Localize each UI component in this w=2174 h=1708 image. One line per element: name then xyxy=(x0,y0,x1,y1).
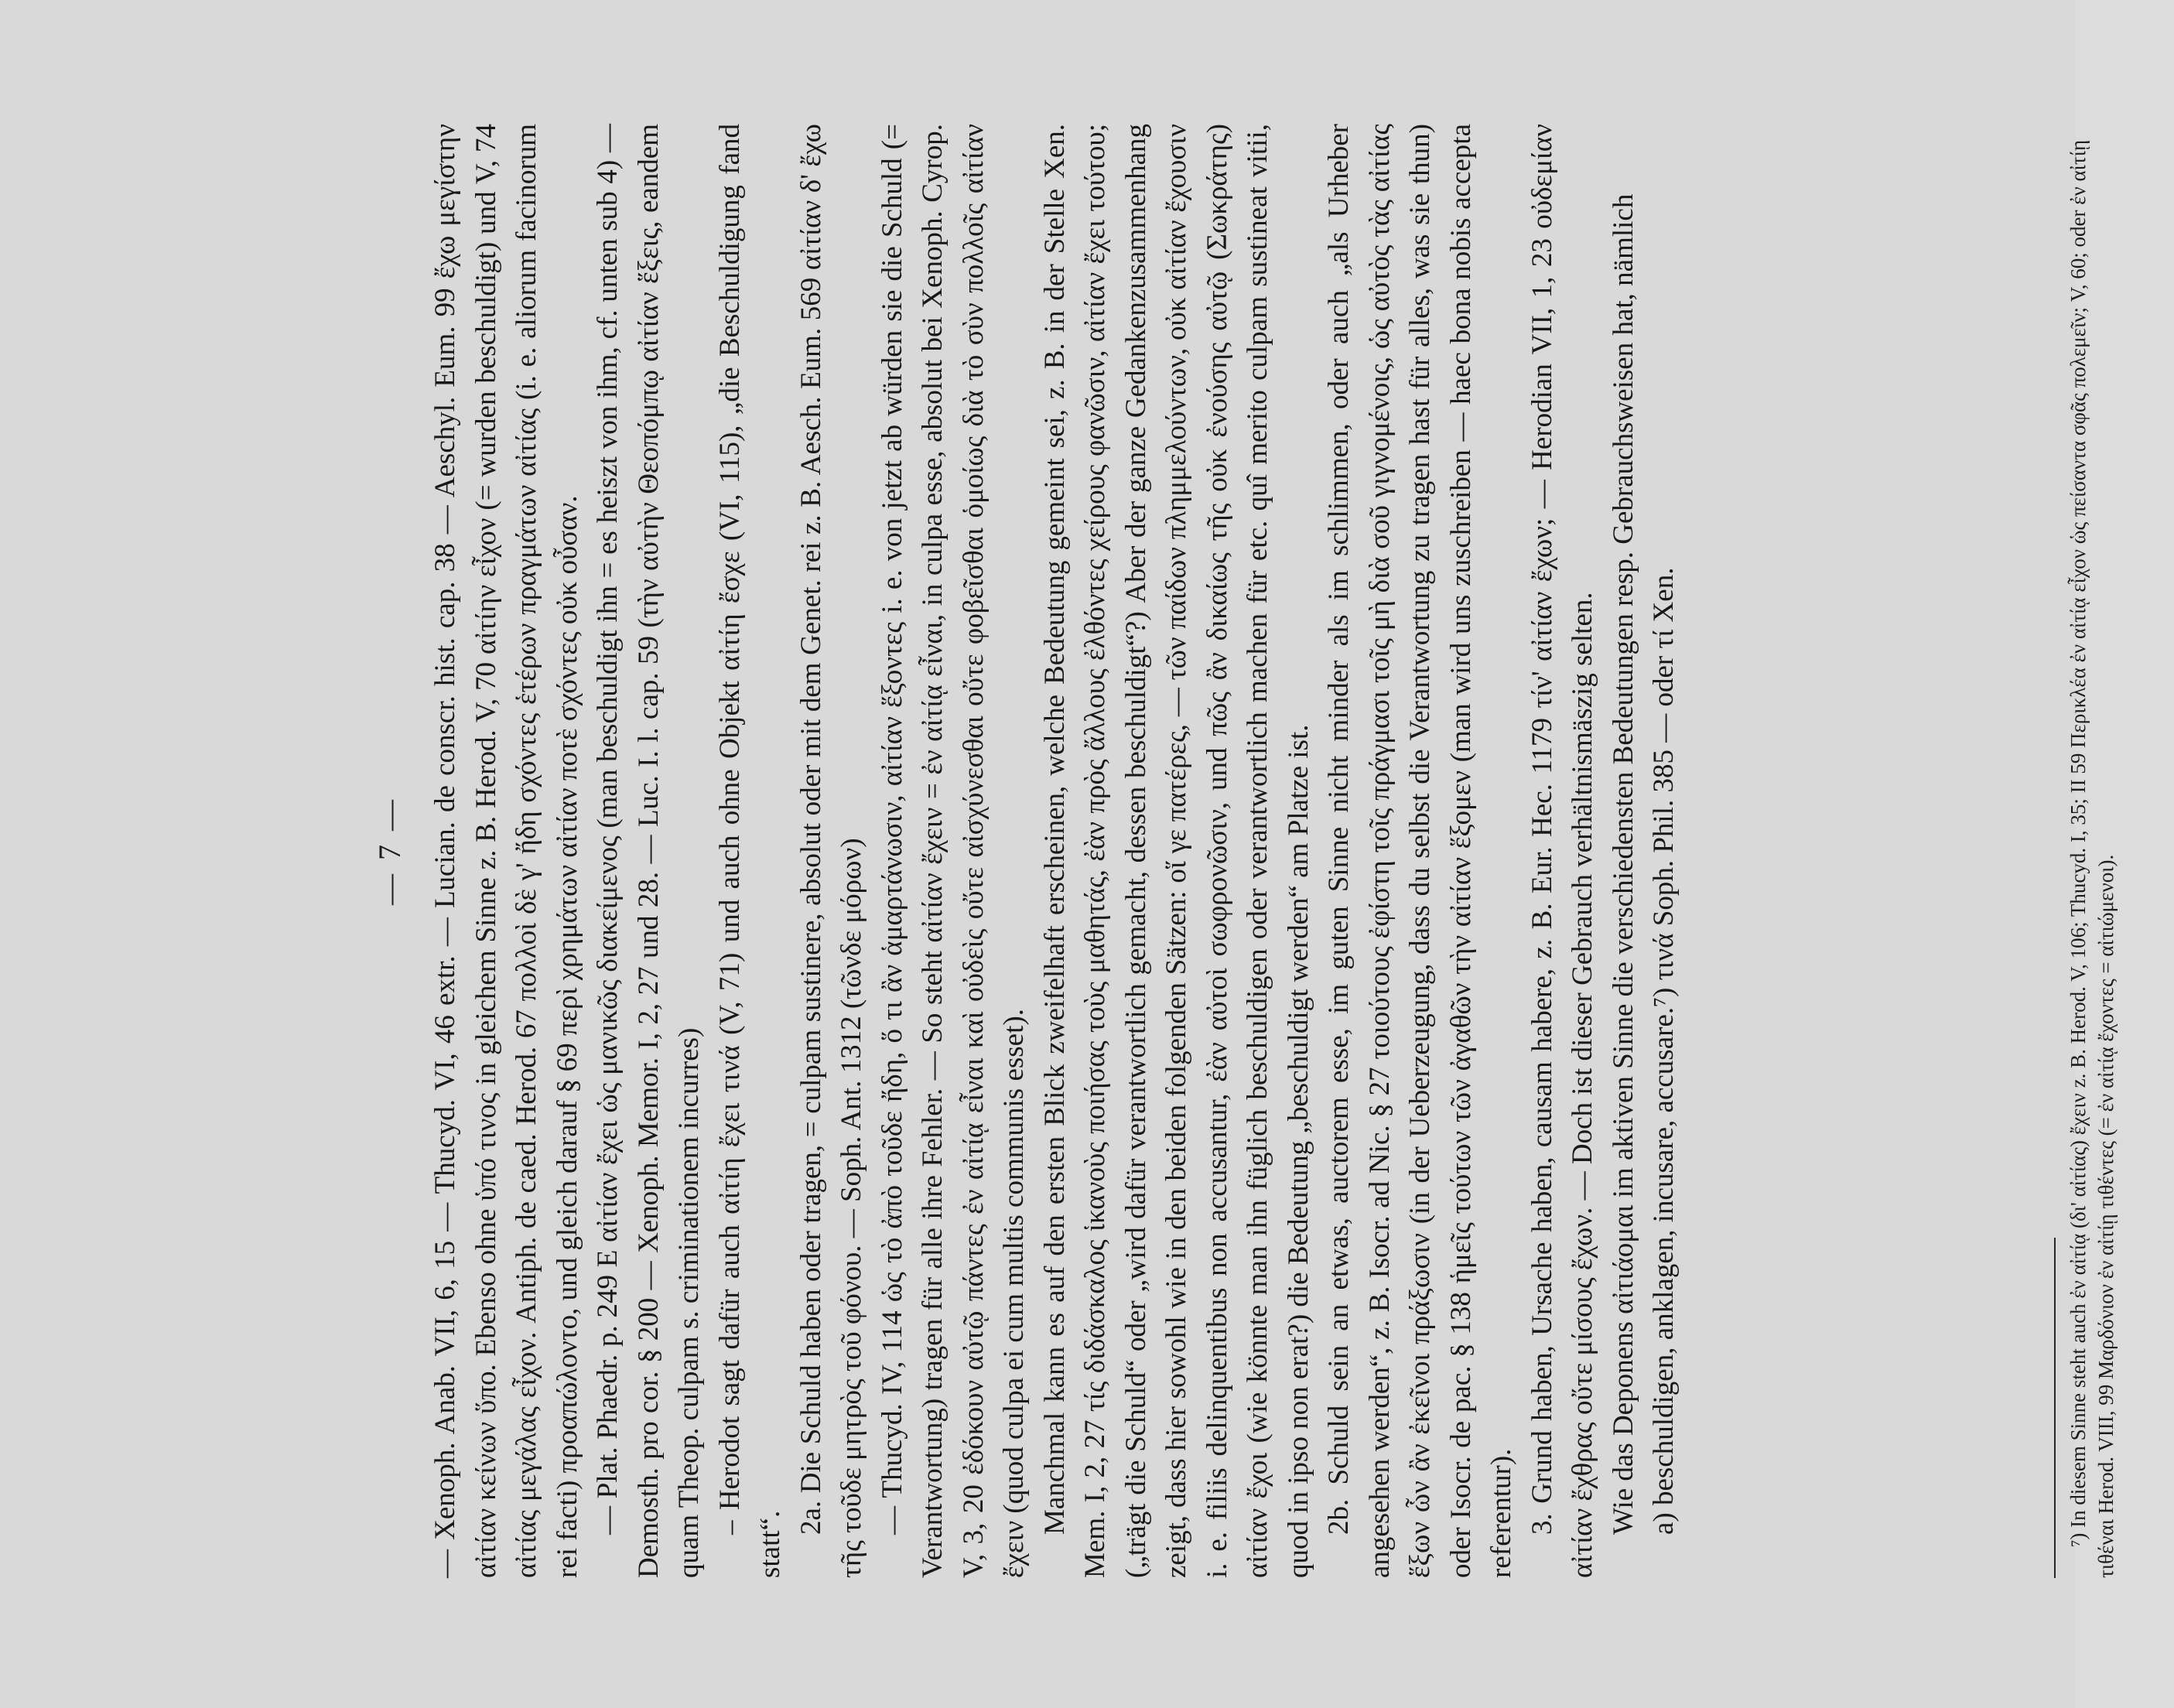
paragraph-3: – Herodot sagt dafür auch αἰτίη ἔχει τινά (V, 71) und auch ohne Objekt αἰτίη ἔσχε (VI, 115), „die Beschuldigung fand statt“. xyxy=(713,124,786,1578)
paragraph-4: 2a. Die Schuld haben oder tragen, = culpam sustinere, absolut oder mit dem Genet. rei z. B. Aesch. Eum. 569 αἰτίαν δ' ἔχω τῆς τοῦδε μητρὸς τοῦ φόνου. — Soph. Ant. 1312 (τῶνδε μόρων) xyxy=(795,124,867,1578)
paragraph-7: 2b. Schuld sein an etwas, auctorem esse, im guten Sinne nicht minder als im schlimmen, oder auch „als Urheber angesehen werden“, z. B. Isocr. ad Nic. § 27 τοιούτους ἐφίστη τοῖς πράγμασι τοῖς μὴ διὰ σοῦ γιγνομένοις, ὡς αὐτὸς τὰς αἰτίας ἕξων ὧν ἂν ἐκεῖνοι πράξωσιν (in der Ueberzeugung, dass du selbst die Verantwortung zu tragen hast für alles, was sie thun) oder Isocr. de pac. § 138 ἡμεῖς τούτων τῶν ἀγαθῶν τὴν αἰτίαν ἕξομεν (man wird uns zuschreiben — haec bona nobis accepta referentur). xyxy=(1323,124,1517,1578)
body-text xyxy=(426,124,1685,1578)
rotated-text-block xyxy=(193,77,2174,1624)
paragraph-5: — Thucyd. IV, 114 ὡς τὸ ἀπὸ τοῦδε ἤδη, ὅ τι ἂν ἁμαρτάνωσιν, αἰτίαν ἕξοντες i. e. von jetzt ab würden sie die Schuld (= Verantwortung) tragen für alle ihre Fehler. — So steht αἰτίαν ἔχειν = ἐν αἰτίᾳ εἶναι, in culpa esse, absolut bei Xenoph. Cyrop. V, 3, 20 ἐδόκουν αὐτῷ πάντες ἐν αἰτίᾳ εἶναι καὶ οὐδεὶς οὔτε αἰσχύνεσθαι οὔτε φοβεῖσθαι ὁμοίως διὰ τὸ σὺν πολλοῖς αἰτίαν ἔχειν (quod culpa ei cum multis communis esset). xyxy=(876,124,1030,1578)
paragraph-2: — Plat. Phaedr. p. 249 E αἰτίαν ἔχει ὡς μανικῶς διακείμενος (man beschuldigt ihn = es heiszt von ihm, cf. unten sub 4) — Demosth. pro cor. § 200 — Xenoph. Memor. I, 2, 27 und 28. — Luc. I. l. cap. 59 (τὴν αὐτὴν Θεοπόμπῳ αἰτίαν ἕξεις, eandem quam Theop. culpam s. criminationem incurres) xyxy=(592,124,705,1578)
page-number: — 7 — xyxy=(372,797,407,905)
paragraph-8: 3. Grund haben, Ursache haben, causam habere, z. B. Eur. Hec. 1179 τίν' αἰτίαν ἔχων; — Herodian VII, 1, 23 οὐδεμίαν αἰτίαν ἔχθρας οὔτε μίσους ἔχων. — Doch ist dieser Gebrauch verhältnismäszig selten. xyxy=(1526,124,1598,1578)
paragraph-1: — Xenoph. Anab. VII, 6, 15 — Thucyd. VI, 46 extr. — Lucian. de conscr. hist. cap. 38 — Aeschyl. Eum. 99 ἔχω μεγίστην αἰτίαν κείνων ὕπο. Ebenso ohne ὑπό τινος in gleichem Sinne z. B. Herod. V, 70 αἰτίην εἶχον (= wurden beschuldigt) und V, 74 αἰτίας μεγάλας εἶχον. Antiph. de caed. Herod. 67 πολλοὶ δὲ γ' ἤδη σχόντες ἑτέρων πραγμάτων αἰτίας (i. e. aliorum facinorum rei facti) προαπώλοντο, und gleich darauf § 69 περὶ χρημάτων αἰτίαν ποτὲ σχόντες οὐκ οὖσαν. xyxy=(429,124,583,1578)
paragraph-6: Manchmal kann es auf den ersten Blick zweifelhaft erscheinen, welche Bedeutung gemeint sei, z. B. in der Stelle Xen. Mem. I, 2, 27 τίς διδάσκαλος ἱκανοὺς ποιήσας τοὺς μαθητάς, ἐὰν πρὸς ἄλλους ἐλθόντες χείρους φανῶσιν, αἰτίαν ἔχει τούτου; („trägt die Schuld“ oder „wird dafür verantwortlich gemacht, dessen beschuldigt“?) Aber der ganze Gedankenzusammenhang zeigt, dass hier sowohl wie in den beiden folgenden Sätzen: οἵ γε πατέρες, — τῶν παίδων πλημμελούντων, οὐκ αἰτίαν ἔχουσιν i. e. filiis delinquentibus non accusantur, ἐὰν αὐτοὶ σωφρονῶσιν, und πῶς ἂν δικαίως τῆς οὐκ ἐνούσης αὐτῷ (Σωκράτης) αἰτίαν ἔχοι (wie könnte man ihn füglich beschuldigen oder verantwortlich machen für etc. quî merito culpam sustineat vitii, quod in ipso non erat?) die Bedeutung „beschuldigt werden“ am Platze ist. xyxy=(1038,124,1314,1578)
footnote-rule xyxy=(2054,1238,2056,1578)
paragraph-10: a) beschuldigen, anklagen, incusare, accusare.⁷) τινά Soph. Phil. 385 — oder τί Xen. xyxy=(1648,567,1680,1535)
footnote: ⁷) In diesem Sinne steht auch ἐν αἰτίᾳ (δι' αἰτίας) ἔχειν z. B. Herod. V, 106; Thucyd. I, 35; II 59 Περικλέα ἐν αἰτίᾳ εἶχον ὡς πείσαντα σφᾶς πολεμεῖν; V, 60; oder ἐν αἰτίῃ τιθέναι Herod. VIII, 99 Μαρδόνιον ἐν αἰτίῃ τιθέντες (= ἐν αἰτίᾳ ἔχοντες = αἰτιώμενοι). xyxy=(2066,139,2118,1578)
paragraph-9: Wie das Deponens αἰτιάομαι im aktiven Sinne die verschiedensten Bedeutungen resp. Gebrauchsweisen hat, nämlich xyxy=(1607,193,1639,1535)
